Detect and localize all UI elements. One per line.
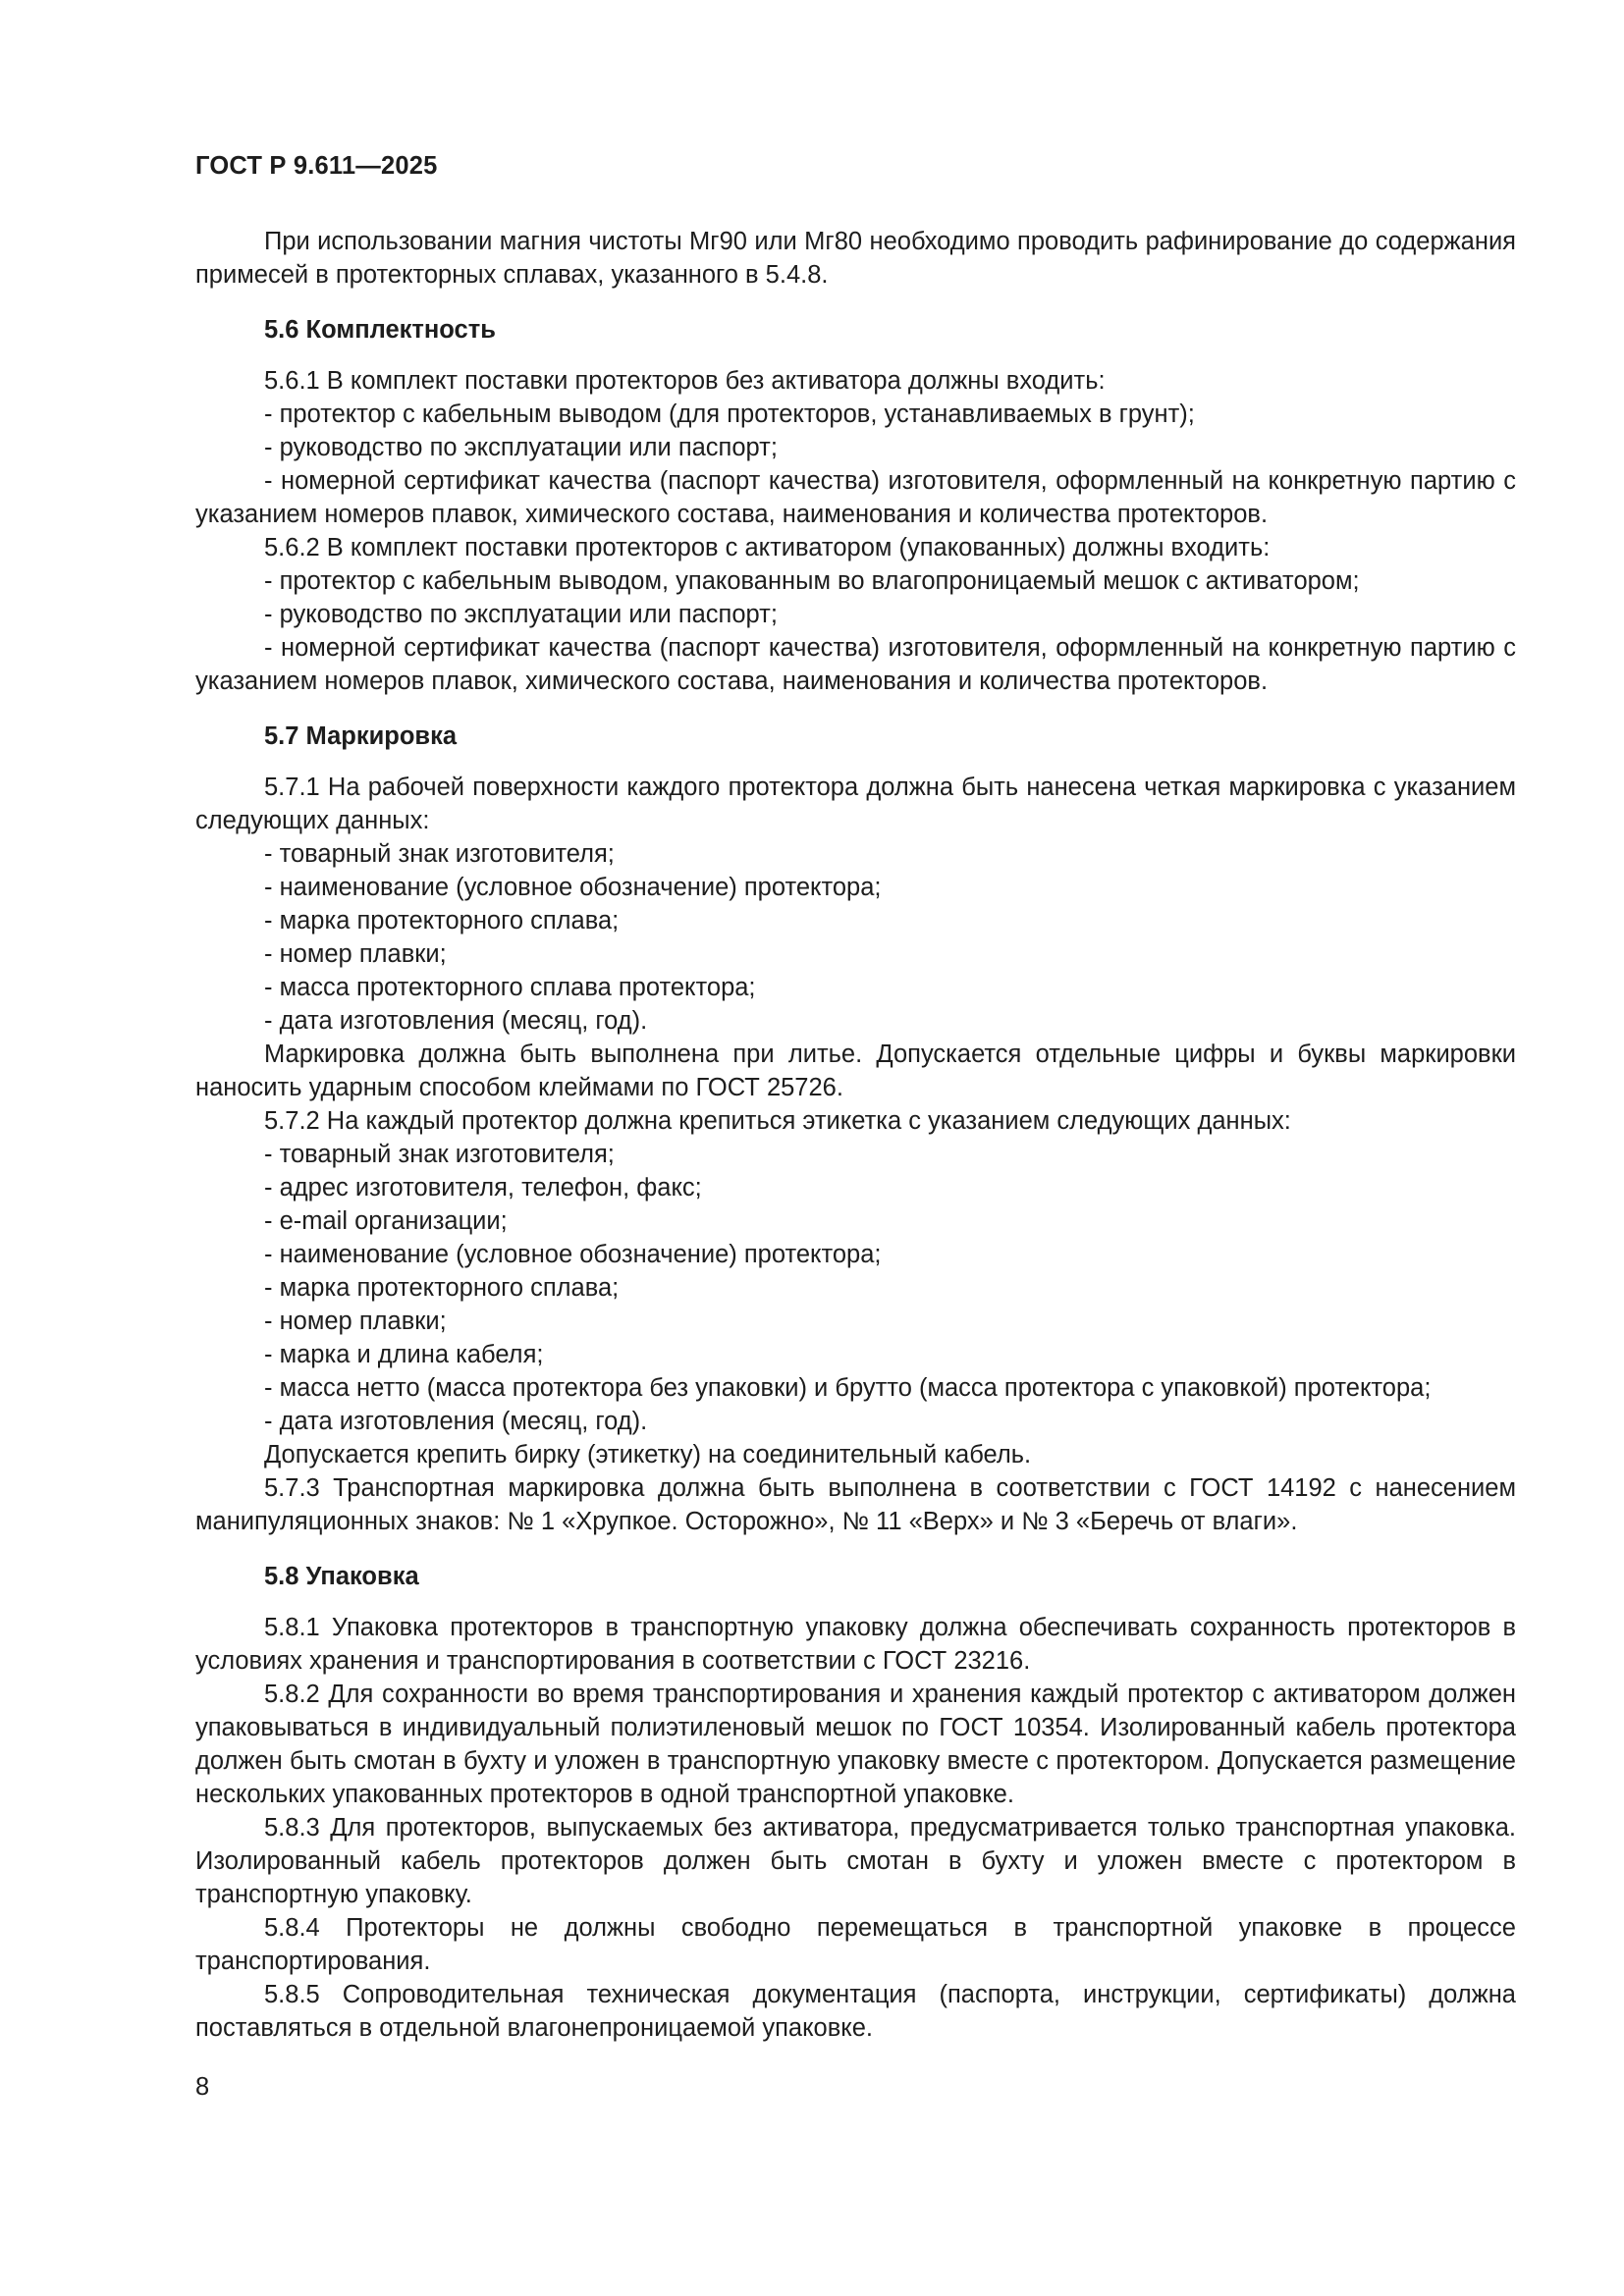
list-item: - дата изготовления (месяц, год). (264, 1408, 648, 1435)
list-item: - масса нетто (масса протектора без упаковки) и брутто (масса протектора с упаковкой) протектора; (264, 1374, 1432, 1402)
section-title-5-8: 5.8 Упаковка (264, 1563, 419, 1590)
list-item: - дата изготовления (месяц, год). (264, 1007, 648, 1035)
paragraph-5-8-4: 5.8.4 Протекторы не должны свободно перемещаться в транспортной упаковке в процессе транспортирования. (195, 1914, 1516, 1975)
paragraph-5-8-2: 5.8.2 Для сохранности во время транспортирования и хранения каждый протектор с активатором должен упаковываться в индивидуальный полиэтиленовый мешок по ГОСТ 10354. Изолированный кабель протектора должен быть смотан в бухту и уложен в транспортную упаковку вместе с протектором. Допускается размещение нескольких упакованных протекторов в одной транспортной упаковке. (195, 1681, 1516, 1808)
list-item: - масса протекторного сплава протектора; (264, 974, 756, 1001)
list-item: - товарный знак изготовителя; (264, 840, 615, 868)
list-item: - протектор с кабельным выводом, упакованным во влагопроницаемый мешок с активатором; (264, 567, 1360, 595)
page-number: 8 (195, 2073, 210, 2101)
list-item: - наименование (условное обозначение) протектора; (264, 874, 882, 901)
paragraph-marking-note: Маркировка должна быть выполнена при литье. Допускается отдельные цифры и буквы маркировки наносить ударным способом клеймами по ГОСТ 25726. (195, 1041, 1516, 1101)
section-title-5-6: 5.6 Комплектность (264, 316, 496, 344)
paragraph-label-note: Допускается крепить бирку (этикетку) на соединительный кабель. (264, 1441, 1032, 1468)
paragraph-5-8-3: 5.8.3 Для протекторов, выпускаемых без активатора, предусматривается только транспортная упаковка. Изолированный кабель протекторов должен быть смотан в бухту и уложен вместе с протектором в транспортную упаковку. (195, 1814, 1516, 1908)
paragraph-5-8-1: 5.8.1 Упаковка протекторов в транспортную упаковку должна обеспечивать сохранность протекторов в условиях хранения и транспортирования в соответствии с ГОСТ 23216. (195, 1614, 1516, 1675)
standard-header: ГОСТ Р 9.611—2025 (195, 152, 438, 180)
paragraph-5-7-3: 5.7.3 Транспортная маркировка должна быть выполнена в соответствии с ГОСТ 14192 с нанесением манипуляционных знаков: № 1 «Хрупкое. Осторожно», № 11 «Верх» и № 3 «Беречь от влаги». (195, 1474, 1516, 1535)
paragraph-5-6-2: 5.6.2 В комплект поставки протекторов с активатором (упакованных) должны входить: (264, 534, 1271, 561)
list-item: - адрес изготовителя, телефон, факс; (264, 1174, 702, 1201)
paragraph-5-7-2: 5.7.2 На каждый протектор должна крепиться этикетка с указанием следующих данных: (264, 1107, 1291, 1135)
list-item: - номер плавки; (264, 940, 447, 968)
list-item: - руководство по эксплуатации или паспорт; (264, 434, 778, 461)
list-item: - номерной сертификат качества (паспорт качества) изготовителя, оформленный на конкретную партию с указанием номеров плавок, химического состава, наименования и количества протекторов. (195, 634, 1516, 695)
list-item: - руководство по эксплуатации или паспорт; (264, 601, 778, 628)
paragraph-5-7-1: 5.7.1 На рабочей поверхности каждого протектора должна быть нанесена четкая маркировка с указанием следующих данных: (195, 774, 1516, 834)
list-item: - наименование (условное обозначение) протектора; (264, 1241, 882, 1268)
list-item: - товарный знак изготовителя; (264, 1141, 615, 1168)
list-item: - протектор с кабельным выводом (для протекторов, устанавливаемых в грунт); (264, 400, 1195, 428)
intro-paragraph: При использовании магния чистоты Мг90 или Мг80 необходимо проводить рафинирование до содержания примесей в протекторных сплавах, указанного в 5.4.8. (195, 228, 1516, 289)
list-item: - марка протекторного сплава; (264, 1274, 620, 1302)
list-item: - номер плавки; (264, 1308, 447, 1335)
list-item: - e-mail организации; (264, 1207, 508, 1235)
paragraph-5-8-5: 5.8.5 Сопроводительная техническая документация (паспорта, инструкции, сертификаты) должна поставляться в отдельной влагонепроницаемой упаковке. (195, 1981, 1516, 2042)
paragraph-5-6-1: 5.6.1 В комплект поставки протекторов без активатора должны входить: (264, 367, 1106, 395)
list-item: - номерной сертификат качества (паспорт качества) изготовителя, оформленный на конкретную партию с указанием номеров плавок, химического состава, наименования и количества протекторов. (195, 467, 1516, 528)
section-title-5-7: 5.7 Маркировка (264, 722, 458, 750)
list-item: - марка и длина кабеля; (264, 1341, 544, 1368)
list-item: - марка протекторного сплава; (264, 907, 620, 934)
